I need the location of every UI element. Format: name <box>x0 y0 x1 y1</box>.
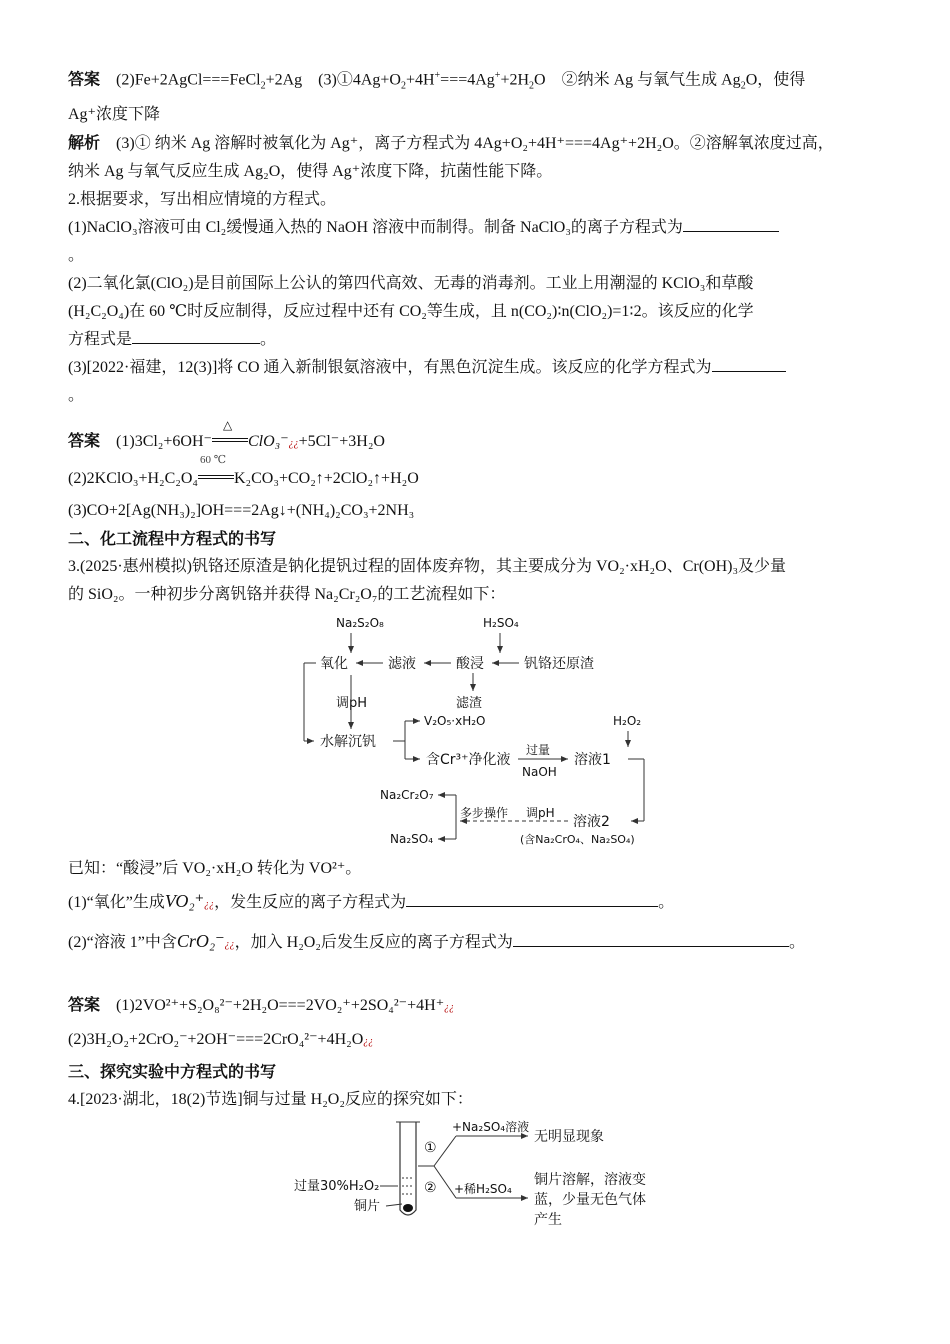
label-multi-step: 多步操作 <box>460 805 509 820</box>
question-2-part-3: (3)[2022·福建，12(3)]将 CO 通入新制银氨溶液中，有黑色沉淀生成。该反应的化学方程式为 <box>68 354 888 382</box>
node-solution-1: 溶液1 <box>574 751 611 768</box>
node-slag: 滤渣 <box>456 695 483 711</box>
answer-blank[interactable] <box>683 215 779 232</box>
label-adjust-ph-2: 调pH <box>526 805 555 820</box>
observation-2-line-3: 产生 <box>534 1211 562 1228</box>
question-3-known: 已知：“酸浸”后 VO₂·xH₂O 转化为 VO²⁺。 <box>68 859 362 877</box>
question-2-title: 2.根据要求，写出相应情境的方程式。 <box>68 190 337 208</box>
answer-label: 答案 <box>68 430 101 450</box>
label-naoh: NaOH <box>522 764 557 779</box>
label-excess: 过量 <box>526 742 551 757</box>
copper-piece-icon <box>403 1204 413 1212</box>
observation-2-line-2: 蓝，少量无色气体 <box>534 1191 646 1208</box>
branch-1-marker: ① <box>424 1139 437 1156</box>
answer-2-line-2: (2)2KClO₃+H₂C₂O₄ 60 ℃ K₂CO₃+CO₂↑+2ClO₂↑+H₂O <box>68 453 419 487</box>
question-2-part-2-line-2: (H₂C₂O₄)在 60 ℃时反应制得，反应过程中还有 CO₂等生成，且 n(CO₂)∶n(ClO₂)=1∶2。该反应的化学 <box>68 302 754 320</box>
label-copper-sheet: 铜片 <box>354 1198 381 1214</box>
answer-blank[interactable] <box>513 930 789 947</box>
question-2-part-1: (1)NaClO₃溶液可由 Cl₂缓慢通入热的 NaOH 溶液中而制得。制备 NaClO₃的离子方程式为 <box>68 214 888 242</box>
page-content <box>68 62 888 1240</box>
question-3-line-1: 3.(2025·惠州模拟)钒铬还原渣是钠化提钒过程的固体废弃物，其主要成分为 VO₂·xH₂O、Cr(OH)₃及少量 <box>68 557 787 575</box>
answer-blank[interactable] <box>712 355 786 372</box>
node-vcr-residue: 钒铬还原渣 <box>524 655 594 672</box>
section-heading-3: 三、探究实验中方程式的书写 <box>68 1061 277 1081</box>
reagent-na2so4: +Na₂SO₄溶液 <box>452 1119 530 1134</box>
observation-1: 无明显现象 <box>534 1128 604 1145</box>
node-cr-purified-liquid: 含Cr³⁺净化液 <box>426 751 511 768</box>
label-excess-h2o2: 过量30%H₂O₂ <box>294 1178 380 1194</box>
node-filtrate: 滤液 <box>388 655 416 672</box>
answer-1-line-1: 答案 (2)Fe+2AgCl===FeCl$_2$+2Ag $(3)①4Ag+O_2+4H^+===4Ag^++2H_2O$ ②纳米 Ag 与氧气生成 $Ag_2O$，使得 <box>68 69 806 92</box>
answer-label: 答案 <box>68 994 101 1014</box>
answer-2-line-3: (3)CO+2[Ag(NH₃)₂]OH===2Ag↓+(NH₄)₂CO₃+2NH₃ <box>68 501 415 519</box>
analysis-label: 解析 <box>68 132 101 152</box>
reaction-condition: △ <box>212 432 248 446</box>
section-heading-2: 二、化工流程中方程式的书写 <box>68 528 277 548</box>
test-tube-icon <box>396 1122 420 1215</box>
question-3-sub-2: (2)“溶液 1”中含CrO₂⁻¿¿，加入 H₂O₂后发生反应的离子方程式为 。 <box>68 930 805 951</box>
copper-experiment-diagram <box>68 1118 888 1236</box>
node-hydrolysis: 水解沉钒 <box>320 733 376 750</box>
analysis-line-2: 纳米 Ag 与氧气反应生成 Ag₂O，使得 Ag⁺浓度下降，抗菌性能下降。 <box>68 162 553 180</box>
answer-3-line-2: (2)3H₂O₂+2CrO₂⁻+2OH⁻===2CrO₄²⁻+4H₂O¿¿ <box>68 1030 374 1048</box>
node-solution-2: 溶液2 <box>573 813 610 830</box>
node-v2o5: V₂O₅·xH₂O <box>424 713 486 728</box>
node-acid-leach: 酸浸 <box>456 655 484 672</box>
analysis-line-1: 解析 (3)① 纳米 Ag 溶解时被氧化为 Ag⁺，离子方程式为 4Ag+O₂+4H⁺===4Ag⁺+2H₂O。②溶解氧浓度过高， <box>68 132 834 152</box>
node-na2cr2o7: Na₂Cr₂O₇ <box>380 787 434 802</box>
question-2-part-2-line-3: 方程式是 。 <box>68 326 888 354</box>
question-2-part-2-line-1: (2)二氧化氯(ClO₂)是目前国际上公认的第四代高效、无毒的消毒剂。工业上用潮湿的 KClO₃和草酸 <box>68 274 754 292</box>
node-h2o2: H₂O₂ <box>613 713 642 728</box>
reaction-condition: 60 ℃ <box>198 469 234 483</box>
branch-2-marker: ② <box>424 1179 437 1196</box>
node-oxidation: 氧化 <box>320 655 348 672</box>
question-3-line-2: 的 SiO₂。一种初步分离钒铬并获得 Na₂Cr₂O₇的工艺流程如下： <box>68 585 506 603</box>
question-3-sub-1: (1)“氧化”生成VO₂⁺¿¿，发生反应的离子方程式为 。 <box>68 890 675 911</box>
process-flow-diagram <box>68 613 888 851</box>
node-solution-2-note: (含Na₂CrO₄、Na₂SO₄) <box>520 832 635 846</box>
observation-2-line-1: 铜片溶解，溶液变 <box>534 1171 646 1188</box>
flow-svg <box>68 613 888 851</box>
node-na2s2o8: Na₂S₂O₈ <box>336 615 384 630</box>
experiment-svg <box>68 1118 888 1236</box>
label-adjust-ph: 调pH <box>336 695 368 711</box>
reagent-dilute-h2so4: +稀H₂SO₄ <box>454 1181 512 1196</box>
answer-label: 答案 <box>68 69 101 89</box>
question-2-part-1-end: 。 <box>68 246 85 264</box>
question-4-line-1: 4.[2023·湖北，18(2)节选]铜与过量 H₂O₂反应的探究如下： <box>68 1090 473 1108</box>
answer-1-line-2: Ag⁺浓度下降 <box>68 105 161 123</box>
answer-2-line-1: 答案 (1)3Cl₂+6OH⁻ △ ClO₃⁻¿¿+5Cl⁻+3H₂O <box>68 417 385 450</box>
question-2-part-3-end: 。 <box>68 386 85 404</box>
answer-3-line-1: 答案 (1)2VO²⁺+S₂O₈²⁻+2H₂O===2VO₂⁺+2SO₄²⁻+4H⁺¿¿ <box>68 994 455 1014</box>
answer-blank[interactable] <box>132 327 260 344</box>
answer-blank[interactable] <box>406 890 658 907</box>
node-na2so4: Na₂SO₄ <box>390 831 434 846</box>
node-h2so4: H₂SO₄ <box>483 615 519 630</box>
